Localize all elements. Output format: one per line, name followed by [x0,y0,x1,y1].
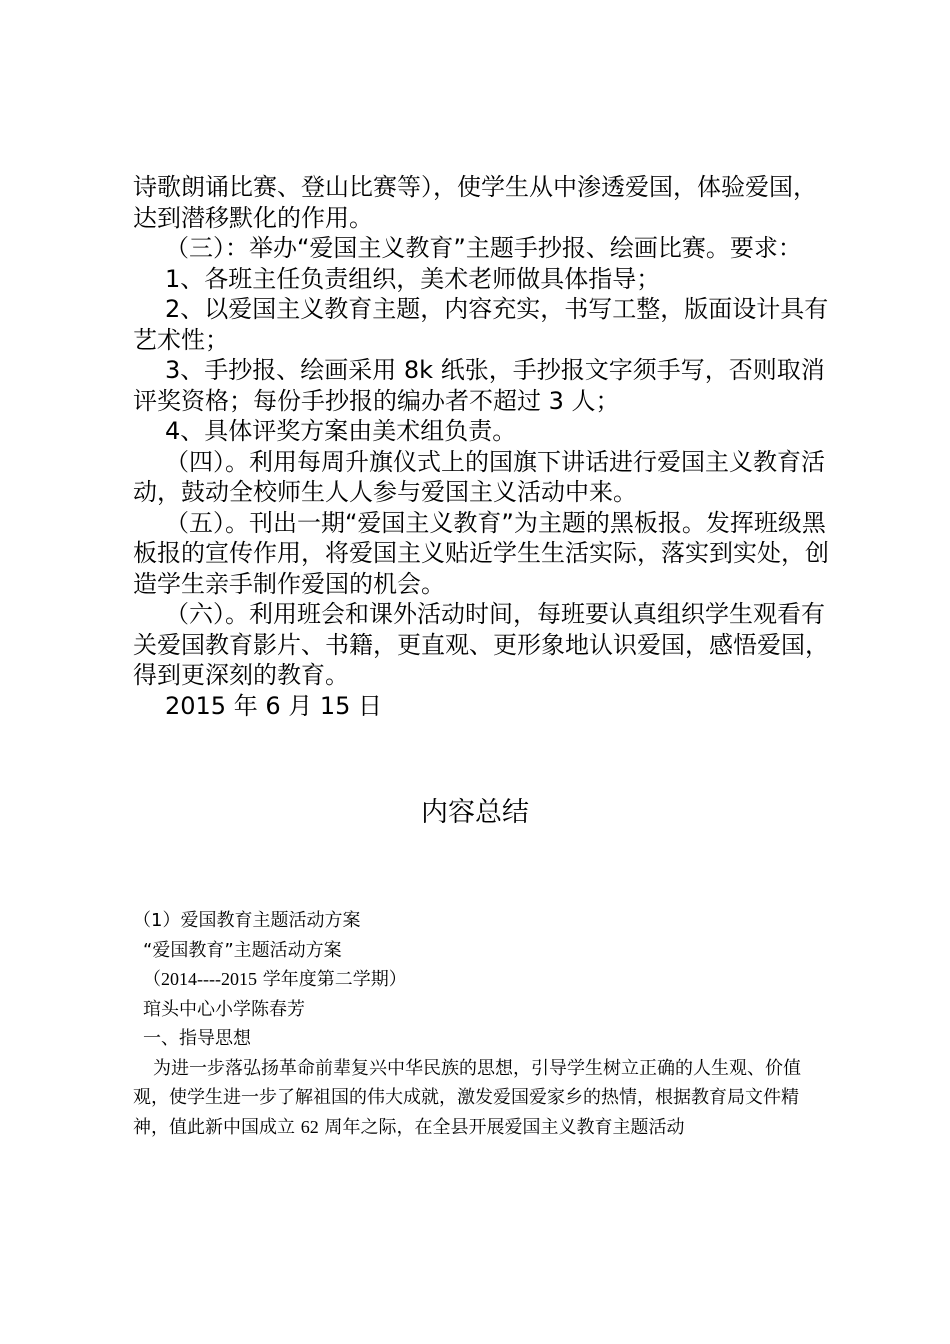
term-rest: 学年度第二学期） [256,969,407,990]
term-open: （ [143,969,161,990]
paragraph-item-four: （四）。利用每周升旗仪式上的国旗下讲话进行爱国主义教育活动，鼓动全校师生人人参与爱国主义活动中来。 [133,447,825,506]
document-date: 2015 年 6 月 15 日 [165,691,383,720]
summary-body-paragraph [133,1054,833,1143]
summary-title: 内容总结 [421,797,529,828]
summary-term [133,965,833,995]
requirement-2: 2、以爱国主义教育主题，内容充实，书写工整，版面设计具有艺术性； [133,295,829,354]
paragraph-item-three: （三）：举办“爱国主义教育”主题手抄报、绘画比赛。要求： [165,234,802,262]
main-body [133,172,833,721]
requirement-3: 3、手抄报、绘画采用 8k 纸张，手抄报文字须手写，否则取消评奖资格；每份手抄报的编办者不超过 3 人； [133,356,825,415]
paragraph-item-six: （六）。利用班会和课外活动时间，每班要认真组织学生观看有关爱国教育影片、书籍，更直观、更形象地认识爱国，感悟爱国，得到更深刻的教育。 [133,600,829,689]
body-number: 62 [300,1116,319,1137]
summary-item-heading: （1）爱国教育主题活动方案 [133,910,361,931]
summary-section [133,906,833,1142]
paragraph-item-five: （五）。刊出一期“爱国主义教育”为主题的黑板报。发挥班级黑板报的宣传作用，将爱国主义贴近学生生活实际，落实到实处，创造学生亲手制作爱国的机会。 [133,508,829,598]
summary-section-heading: 一、指导思想 [143,1028,251,1049]
term-years: 2014----2015 [161,969,257,989]
requirement-1: 1、各班主任负责组织，美术老师做具体指导； [165,264,661,293]
summary-author: 琯头中心小学陈春芳 [143,998,305,1020]
paragraph-activities-end: 诗歌朗诵比赛、登山比赛等），使学生从中渗透爱国，体验爱国，达到潜移默化的作用。 [133,173,817,232]
body-text-start: 为进一步落弘扬革命前辈复兴中华民族的思想，引导学生树立正确的人生观、价值观，使学生进一步了解祖国的伟大成就，激发爱国爱家乡的热情，根据教育局文件精神，值此新中国成立 [133,1057,801,1138]
requirement-4: 4、具体评奖方案由美术组负责。 [165,417,517,445]
summary-doc-title: “爱国教育”主题活动方案 [143,939,342,961]
body-text-end: 周年之际，在全县开展爱国主义教育主题活动 [318,1116,685,1138]
